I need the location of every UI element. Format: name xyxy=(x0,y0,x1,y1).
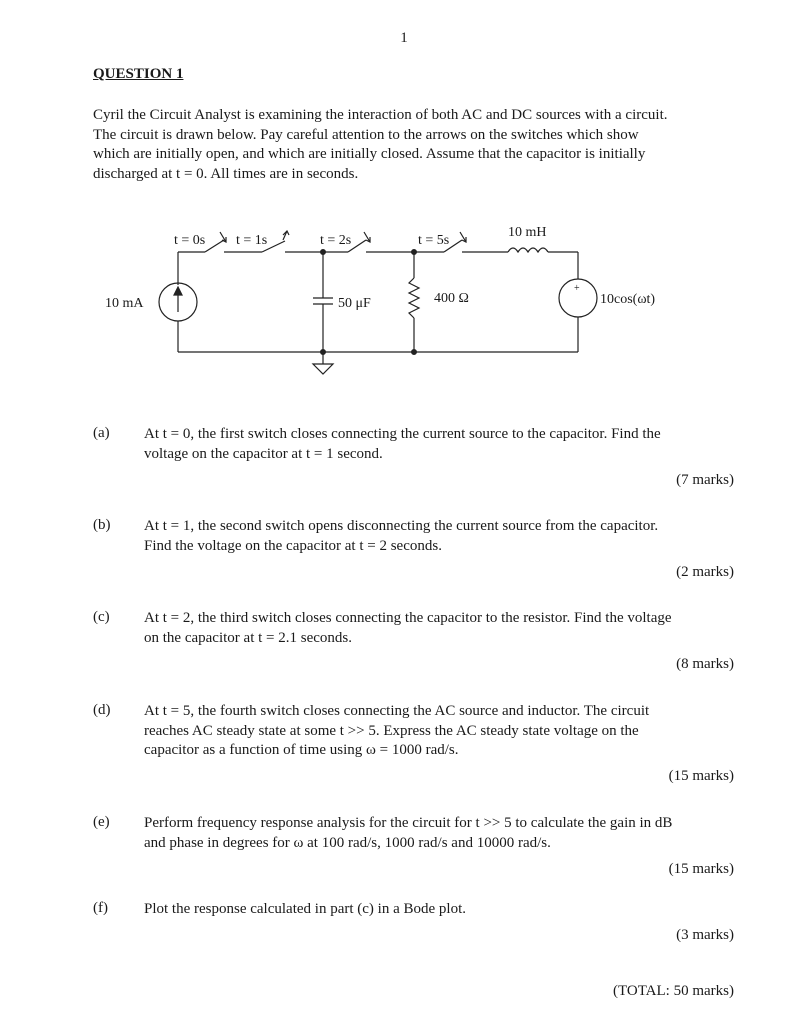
part-c-label: (c) xyxy=(93,609,110,625)
part-line: voltage on the capacitor at t = 1 second. xyxy=(144,445,383,462)
inductor xyxy=(508,248,548,252)
part-b-text xyxy=(144,517,744,556)
part-line: At t = 2, the third switch closes connecting the capacitor to the resistor. Find the voltage xyxy=(144,610,672,626)
part-c-text xyxy=(144,609,744,648)
part-a-label: (a) xyxy=(93,425,110,441)
part-f-label: (f) xyxy=(93,900,108,916)
part-line: capacitor as a function of time using ω = 1000 rad/s. xyxy=(144,742,459,758)
intro-paragraph xyxy=(93,106,743,184)
intro-line: discharged at t = 0. All times are in seconds. xyxy=(93,165,359,182)
ground-symbol xyxy=(313,364,333,374)
intro-line: Cyril the Circuit Analyst is examining the interaction of both AC and DC sources with a circuit. xyxy=(93,107,668,123)
resistor xyxy=(409,278,419,318)
part-d-marks: (15 marks) xyxy=(668,768,734,784)
part-a-marks: (7 marks) xyxy=(676,472,734,488)
plus-sign: + xyxy=(574,283,580,294)
part-d-text xyxy=(144,702,744,761)
current-source-label: 10 mA xyxy=(105,296,144,311)
switch-1-blade xyxy=(205,240,224,252)
part-line: Perform frequency response analysis for the circuit for t >> 5 to calculate the gain in dB xyxy=(144,815,673,831)
part-b-marks: (2 marks) xyxy=(676,564,734,580)
part-e-marks: (15 marks) xyxy=(668,861,734,877)
part-a-text xyxy=(144,425,744,464)
intro-line: The circuit is drawn below. Pay careful attention to the arrows on the switches which show xyxy=(93,126,639,143)
part-e-text xyxy=(144,814,744,853)
part-d-label: (d) xyxy=(93,702,111,718)
circuit-diagram xyxy=(95,215,715,385)
switch-1-label: t = 0s xyxy=(174,233,206,248)
part-f-marks: (3 marks) xyxy=(676,927,734,943)
question-title: QUESTION 1 xyxy=(93,66,184,82)
part-line: Find the voltage on the capacitor at t = 2 seconds. xyxy=(144,537,442,554)
part-line: At t = 0, the first switch closes connecting the current source to the capacitor. Find the xyxy=(144,426,661,442)
part-c-marks: (8 marks) xyxy=(676,656,734,672)
part-b-label: (b) xyxy=(93,517,111,533)
part-f-text xyxy=(144,900,744,920)
part-e-label: (e) xyxy=(93,814,110,830)
total-marks: (TOTAL: 50 marks) xyxy=(613,983,734,999)
resistor-label: 400 Ω xyxy=(434,291,469,306)
part-line: and phase in degrees for ω at 100 rad/s, 1000 rad/s and 10000 rad/s. xyxy=(144,834,551,851)
capacitor-label: 50 μF xyxy=(338,296,371,311)
part-line: At t = 5, the fourth switch closes connecting the AC source and inductor. The circuit xyxy=(144,703,650,719)
page-number: 1 xyxy=(400,30,408,46)
part-line: on the capacitor at t = 2.1 seconds. xyxy=(144,629,352,646)
switch-2-label: t = 1s xyxy=(236,233,268,248)
intro-line: which are initially open, and which are initially closed. Assume that the capacitor is initially xyxy=(93,146,646,162)
inductor-label: 10 mH xyxy=(508,225,547,240)
part-line: At t = 1, the second switch opens disconnecting the current source from the capacitor. xyxy=(144,518,659,534)
part-line: reaches AC steady state at some t >> 5. Express the AC steady state voltage on the xyxy=(144,722,639,739)
part-line: Plot the response calculated in part (c) in a Bode plot. xyxy=(144,901,466,917)
switch-3-label: t = 2s xyxy=(320,233,352,248)
switch-4-label: t = 5s xyxy=(418,233,450,248)
voltage-source-label: 10cos(ωt) xyxy=(600,292,656,307)
